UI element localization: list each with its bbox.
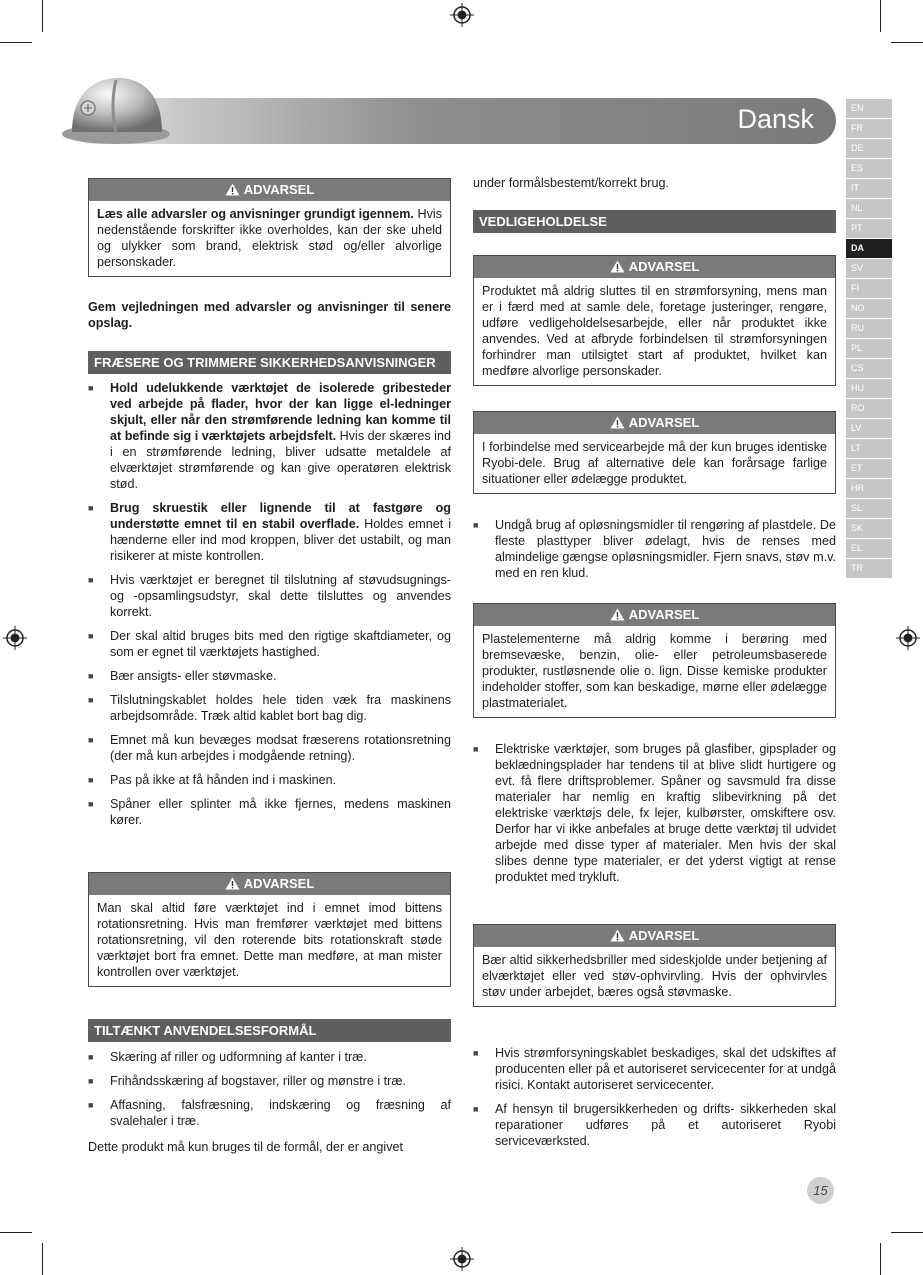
language-tab-da[interactable]: DA — [846, 239, 892, 258]
list-item: ■ Elektriske værktøjer, som bruges på glasfiber, gipsplader og beklædningsplader har tendens til at blive slidt hurtigere og evt. få flere driftsproblemer. Spåner og savsmuld fra disse materialer har nemlig en kraftig slibevirkning på det elektriske værktøjs dele, fx lejer, kulbørster, omskiftere osv. Derfor har vi ikke anbefales at bruge dette værktøj til udvidet arbejde med disse typer af materialer. Men hvis der skal slibes denne type materialer, er det yderst vigtigt at rense produktet med trykluft. — [473, 741, 836, 885]
language-title: Dansk — [737, 104, 814, 134]
intended-use-note: Dette produkt må kun bruges til de formål, der er angivet — [88, 1140, 404, 1154]
list-item: ■ Affasning, falsfræsning, indskæring og fræsning af svalehaler i træ. — [88, 1097, 451, 1129]
crop-mark — [42, 0, 43, 32]
warning-triangle-icon — [610, 260, 625, 273]
language-tab-de[interactable]: DE — [846, 139, 892, 158]
registration-mark-icon — [3, 626, 27, 650]
maintenance-list — [473, 741, 836, 893]
list-item — [88, 380, 451, 492]
language-tab-no[interactable]: NO — [846, 299, 892, 318]
list-item-lead: Hold udelukkende værktøjet de isolerede gribesteder ved arbejde på flader, hvor der kan ligge el-ledninger skjult, eller når den strømførende ledning kan komme til at befinde sig i værktøjets arbejdsfelt. — [110, 381, 451, 443]
safety-list — [88, 380, 451, 836]
language-tab-sv[interactable]: SV — [846, 259, 892, 278]
warning-box — [473, 255, 836, 386]
warning-header — [89, 179, 450, 201]
warning-box — [473, 411, 836, 494]
list-item-text: Der skal altid bruges bits med den rigtige skaftdiameter, og som er egnet til værktøjets hastighed. — [110, 629, 451, 659]
warning-header — [474, 925, 835, 947]
language-tab-tr[interactable]: TR — [846, 559, 892, 578]
maintenance-list — [473, 517, 836, 589]
warning-lead: Læs alle advarsler og anvisninger grundigt igennem. — [97, 207, 414, 221]
header-banner — [85, 98, 836, 144]
crop-mark — [880, 1243, 881, 1275]
list-item — [88, 796, 451, 828]
language-tab-ru[interactable]: RU — [846, 319, 892, 338]
list-item-text: Pas på ikke at få hånden ind i maskinen. — [110, 773, 337, 787]
keep-instructions-note: Gem vejledningen med advarsler og anvisninger til senere opslag. — [88, 300, 451, 330]
warning-text — [89, 201, 450, 276]
warning-title: ADVARSEL — [628, 607, 700, 622]
language-tab-pl[interactable]: PL — [846, 339, 892, 358]
list-item — [88, 628, 451, 660]
crop-mark — [0, 42, 32, 43]
language-tab-hr[interactable]: HR — [846, 479, 892, 498]
list-item-text: Holdes emnet i hænderne eller ind mod kroppen, bliver det ustabilt, og man risikerer at miste kontrollen. — [110, 517, 451, 563]
warning-text: Produktet må aldrig sluttes til en strømforsyning, mens man er i færd med at samle dele, foretage justeringer, rengøre, udføre vedligeholdelsesarbejde, eller når produktet ikke anvendes. Ved at afbryde forbindelsen til strømforsyningen forhindrer man utilsigtet start af produktet, hvilket kan medføre alvorlige personskader. — [482, 284, 827, 378]
warning-title: ADVARSEL — [628, 928, 700, 943]
maintenance-list — [473, 1045, 836, 1157]
list-item: ■ Skæring af riller og udformning af kanter i træ. — [88, 1049, 451, 1065]
list-item-text: Hvis der skæres ind i en strømførende ledning, bliver udsatte metaldele af elværktøjet strømførende og kan give operatøren elektrisk stød. — [110, 429, 451, 491]
language-tab-fr[interactable]: FR — [846, 119, 892, 138]
warning-body: Hvis nedenstående forskrifter ikke overholdes, kan der ske uheld og ulykker som brand, elektrisk stød og/eller alvorlige personskader. — [97, 207, 442, 269]
list-item: ■ Hvis strømforsyningskablet beskadiges, skal det udskiftes af producenten eller på et autoriseret servicecenter for at undgå risici. Kontakt autoriseret servicecenter. — [473, 1045, 836, 1093]
crop-mark — [891, 42, 923, 43]
language-tab-sk[interactable]: SK — [846, 519, 892, 538]
warning-text: Man skal altid føre værktøjet ind i emnet imod bittens rotationsretning. Hvis man fremfører værktøjet med bittens rotationsretning, vil den roterende bits rotationskraft støde værktøjet bort fra emnet. Dette man medføre, at man mister kontrollen over værktøjet. — [97, 901, 442, 979]
language-tabs — [846, 99, 892, 579]
warning-triangle-icon — [225, 183, 240, 196]
language-tab-ro[interactable]: RO — [846, 399, 892, 418]
warning-header — [474, 604, 835, 626]
warning-text: I forbindelse med servicearbejde må der kun bruges identiske Ryobi-dele. Brug af alternative dele kan forårsage farlige situationer eller ødelægge produktet. — [482, 440, 827, 486]
language-tab-el[interactable]: EL — [846, 539, 892, 558]
registration-mark-icon — [450, 3, 474, 27]
list-item — [88, 772, 451, 788]
list-item — [88, 732, 451, 764]
language-tab-hu[interactable]: HU — [846, 379, 892, 398]
list-item-text: Tilslutningskablet holdes hele tiden væk fra maskinens arbejdsområde. Træk altid kablet bort bag dig. — [110, 693, 451, 723]
section-heading-intended-use: TILTÆNKT ANVENDELSESFORMÅL — [88, 1019, 451, 1042]
language-tab-lv[interactable]: LV — [846, 419, 892, 438]
crop-mark — [891, 1232, 923, 1233]
warning-triangle-icon — [610, 929, 625, 942]
list-item-lead: Brug skruestik eller lignende til at fastgøre og understøtte emnet til en stabil overflade. — [110, 501, 451, 531]
warning-header — [89, 873, 450, 895]
language-tab-cs[interactable]: CS — [846, 359, 892, 378]
warning-text: Plastelementerne må aldrig komme i berøring med bremsevæske, benzin, olie- eller petroleumsbaserede produkter, rustløsnende olie o. lign. Disse kemiske produkter indeholder stoffer, som kan beskadige, mørne eller ødelægge plastmaterialet. — [482, 632, 827, 710]
warning-triangle-icon — [610, 416, 625, 429]
section-heading-safety: FRÆSERE OG TRIMMERE SIKKERHEDSANVISNINGER — [88, 351, 451, 374]
list-item: ■ Undgå brug af opløsningsmidler til rengøring af plastdele. De fleste plasttyper bliver ødelagt, hvis de renses med almindelige gængse opløsningsmidler. Fjern snavs, støv m.v. med en ren klud. — [473, 517, 836, 581]
crop-mark — [42, 1243, 43, 1275]
language-tab-es[interactable]: ES — [846, 159, 892, 178]
language-tab-en[interactable]: EN — [846, 99, 892, 118]
warning-box — [473, 924, 836, 1007]
warning-box — [88, 178, 451, 277]
language-tab-lt[interactable]: LT — [846, 439, 892, 458]
registration-mark-icon — [450, 1247, 474, 1271]
language-tab-pt[interactable]: PT — [846, 219, 892, 238]
warning-text: Bær altid sikkerhedsbriller med sideskjolde under betjening af elværktøjet eller ved støv-ophvirvling. Hvis der ophvirvles støv under arbejdet, bæres også støvmaske. — [482, 953, 827, 999]
list-item — [88, 500, 451, 564]
warning-header — [474, 412, 835, 434]
continuation-text: under formålsbestemt/korrekt brug. — [473, 176, 669, 190]
language-tab-et[interactable]: ET — [846, 459, 892, 478]
registration-mark-icon — [896, 626, 920, 650]
warning-title: ADVARSEL — [628, 415, 700, 430]
warning-header — [474, 256, 835, 278]
list-item-text: Spåner eller splinter må ikke fjernes, medens maskinen kører. — [110, 797, 451, 827]
list-item: ■ Af hensyn til brugersikkerheden og drifts- sikkerheden skal reparationer udføres på et autoriseret Ryobi serviceværksted. — [473, 1101, 836, 1149]
safety-helmet-icon — [60, 72, 172, 148]
language-tab-sl[interactable]: SL — [846, 499, 892, 518]
list-item: ■ Frihåndsskæring af bogstaver, riller og mønstre i træ. — [88, 1073, 451, 1089]
list-item — [88, 668, 451, 684]
warning-triangle-icon — [225, 877, 240, 890]
warning-box — [473, 603, 836, 718]
list-item-text: Bær ansigts- eller støvmaske. — [110, 669, 277, 683]
list-item-text: Emnet må kun bevæges modsat fræserens rotationsretning (der må kun arbejdes i modgående retning). — [110, 733, 451, 763]
language-tab-nl[interactable]: NL — [846, 199, 892, 218]
section-heading-maintenance: VEDLIGEHOLDELSE — [473, 210, 836, 233]
crop-mark — [880, 0, 881, 32]
list-item-text: Hvis værktøjet er beregnet til tilslutning af støvudsugnings- og -opsamlingsudstyr, skal dette tilsluttes og anvendes korrekt. — [110, 573, 451, 619]
warning-title: ADVARSEL — [243, 182, 315, 197]
warning-triangle-icon — [610, 608, 625, 621]
warning-title: ADVARSEL — [628, 259, 700, 274]
list-item — [88, 692, 451, 724]
warning-box — [88, 872, 451, 987]
crop-mark — [0, 1232, 32, 1233]
warning-title: ADVARSEL — [243, 876, 315, 891]
intended-use-list — [88, 1049, 451, 1137]
language-tab-fi[interactable]: FI — [846, 279, 892, 298]
language-tab-it[interactable]: IT — [846, 179, 892, 198]
page-number: 15 — [807, 1177, 834, 1204]
list-item — [88, 572, 451, 620]
